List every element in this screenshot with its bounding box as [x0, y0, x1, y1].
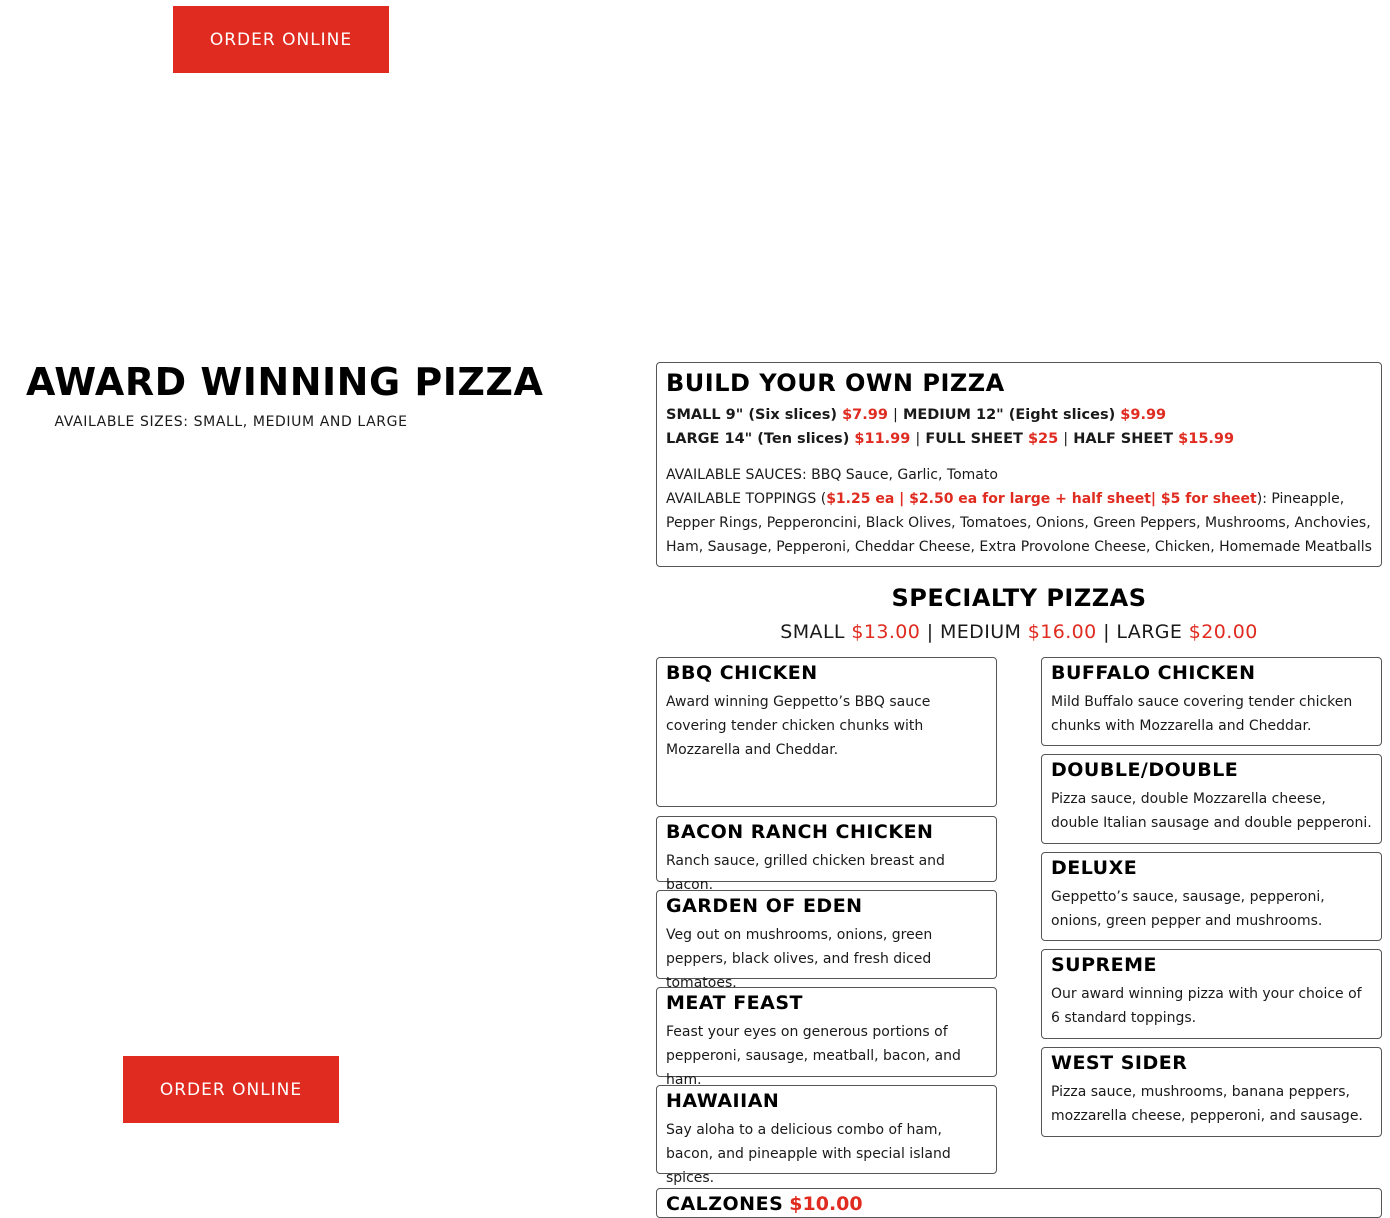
pizza-card-meat-feast — [656, 987, 997, 1088]
toppings-label: AVAILABLE TOPPINGS ( — [666, 491, 827, 507]
calzones-price: $10.00 — [789, 1193, 863, 1215]
pizza-desc: Say aloha to a delicious combo of ham, bacon, and pineapple with special island spices. — [666, 1122, 951, 1186]
byo-toppings — [666, 487, 1372, 559]
pizza-card-double-double — [1041, 754, 1382, 844]
toppings-price: $1.25 ea | $2.50 ea for large + half sheet| $5 for sheet — [826, 491, 1257, 507]
byo-full-price: $25 — [1027, 431, 1059, 447]
specialty-small-price: $13.00 — [851, 621, 921, 643]
byo-large-price: $11.99 — [854, 431, 911, 447]
separator: | — [915, 431, 921, 447]
byo-small-label: SMALL 9" (Six slices) — [666, 407, 838, 423]
byo-sauces: AVAILABLE SAUCES: BBQ Sauce, Garlic, Tomato — [666, 467, 998, 483]
separator: | — [1103, 621, 1110, 643]
order-online-button-bottom[interactable]: ORDER ONLINE — [123, 1056, 339, 1123]
pizza-card-deluxe — [1041, 852, 1382, 941]
pizza-card-supreme — [1041, 949, 1382, 1039]
pizza-desc: Ranch sauce, grilled chicken breast and bacon. — [666, 853, 945, 893]
specialty-medium-label: MEDIUM — [939, 621, 1022, 643]
pizza-desc: Our award winning pizza with your choice of 6 standard toppings. — [1051, 986, 1362, 1026]
pizza-desc: Pizza sauce, mushrooms, banana peppers, mozzarella cheese, pepperoni, and sausage. — [1051, 1084, 1363, 1124]
pizza-name: DELUXE — [1051, 857, 1138, 879]
separator: | — [1063, 431, 1069, 447]
pizza-desc: Feast your eyes on generous portions of pepperoni, sausage, meatball, bacon, and ham. — [666, 1024, 961, 1088]
pizza-name: SUPREME — [1051, 954, 1158, 976]
toppings-list: ): Pineapple, Pepper Rings, Pepperoncini, Black Olives, Tomatoes, Onions, Green Peppers, Mushrooms, Anchovies, Ham, Sausage, Pepperoni, Cheddar Cheese, Extra Provolone Cheese, Chicken, Homemade Meatballs — [666, 491, 1372, 555]
pizza-card-bacon-ranch-chicken — [656, 816, 997, 893]
pizza-name: HAWAIIAN — [666, 1090, 780, 1112]
pizza-desc: Geppetto’s sauce, sausage, pepperoni, onions, green pepper and mushrooms. — [1051, 889, 1325, 929]
pizza-name: DOUBLE/DOUBLE — [1051, 759, 1239, 781]
award-subtitle: AVAILABLE SIZES: SMALL, MEDIUM AND LARGE — [54, 414, 408, 430]
pizza-card-buffalo-chicken — [1041, 657, 1382, 746]
specialty-prices — [656, 621, 1382, 643]
pizza-name: WEST SIDER — [1051, 1052, 1188, 1074]
separator: | — [893, 407, 898, 423]
specialty-medium-price: $16.00 — [1027, 621, 1097, 643]
pizza-name: BBQ CHICKEN — [666, 662, 818, 684]
build-your-own-panel — [656, 362, 1382, 567]
pizza-card-west-sider — [1041, 1047, 1382, 1137]
byo-medium-price: $9.99 — [1120, 407, 1167, 423]
specialty-title: SPECIALTY PIZZAS — [891, 584, 1147, 612]
byo-full-label: FULL SHEET — [925, 431, 1023, 447]
calzones-panel — [656, 1188, 1382, 1218]
byo-info — [666, 463, 1372, 559]
pizza-card-hawaiian — [656, 1085, 997, 1186]
byo-large-label: LARGE 14" (Ten slices) — [666, 431, 850, 447]
pizza-card-bbq-chicken — [656, 657, 997, 807]
pizza-desc: Mild Buffalo sauce covering tender chicken chunks with Mozzarella and Cheddar. — [1051, 694, 1353, 734]
pizza-name: MEAT FEAST — [666, 992, 803, 1014]
award-title: AWARD WINNING PIZZA — [26, 360, 544, 404]
pizza-name: GARDEN OF EDEN — [666, 895, 863, 917]
pizza-card-garden-of-eden — [656, 890, 997, 991]
byo-small-price: $7.99 — [842, 407, 888, 423]
byo-medium-label: MEDIUM 12" (Eight slices) — [902, 407, 1116, 423]
pizza-desc: Award winning Geppetto’s BBQ sauce covering tender chicken chunks with Mozzarella and Cheddar. — [666, 694, 931, 758]
byo-title: BUILD YOUR OWN PIZZA — [666, 369, 1005, 397]
byo-half-label: HALF SHEET — [1073, 431, 1174, 447]
separator: | — [926, 621, 934, 643]
pizza-name: BUFFALO CHICKEN — [1051, 662, 1256, 684]
order-online-button-top[interactable]: ORDER ONLINE — [173, 6, 389, 73]
pizza-desc: Pizza sauce, double Mozzarella cheese, double Italian sausage and double pepperoni. — [1051, 791, 1372, 831]
byo-prices — [666, 403, 1372, 451]
byo-half-price: $15.99 — [1178, 431, 1235, 447]
pizza-desc: Veg out on mushrooms, onions, green peppers, black olives, and fresh diced tomatoes. — [666, 927, 933, 991]
specialty-large-label: LARGE — [1116, 621, 1183, 643]
pizza-name: BACON RANCH CHICKEN — [666, 821, 934, 843]
specialty-large-price: $20.00 — [1188, 621, 1258, 643]
calzones-title: CALZONES — [666, 1193, 784, 1215]
specialty-small-label: SMALL — [780, 621, 845, 643]
